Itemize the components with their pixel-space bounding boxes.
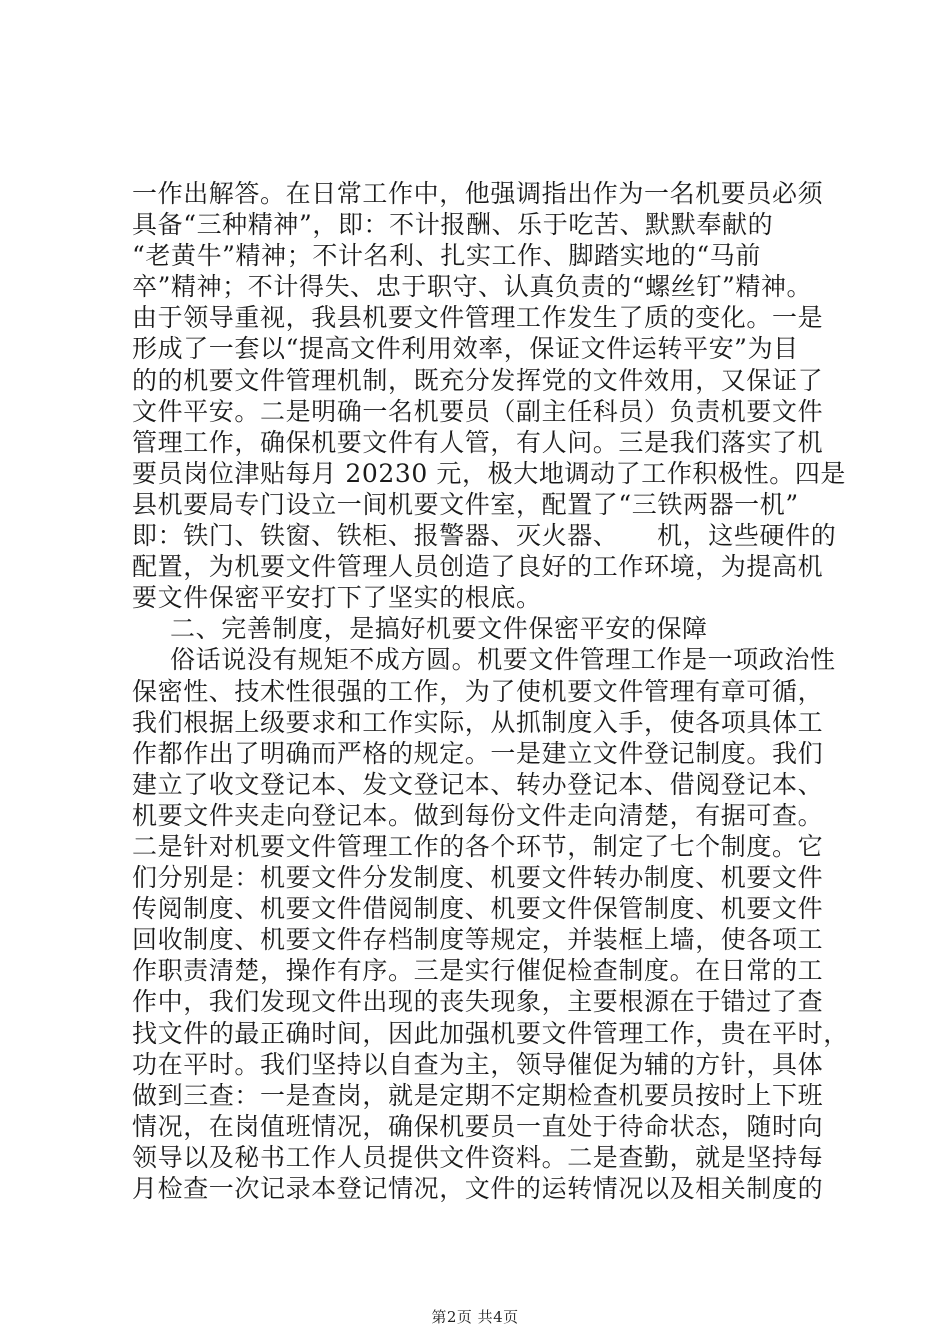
text-line: 传阅制度、机要文件借阅制度、机要文件保管制度、机要文件 (132, 894, 824, 924)
text-line: 们分别是：机要文件分发制度、机要文件转办制度、机要文件 (132, 863, 824, 893)
text-line: 月检查一次记录本登记情况，文件的运转情况以及相关制度的 (132, 1174, 824, 1203)
paragraph-start-line: 俗话说没有规矩不成方圆。机要文件管理工作是一项政治性 (170, 645, 836, 675)
text-line: 回收制度、机要文件存档制度等规定，并装框上墙，使各项工 (132, 925, 824, 955)
text-line: 机要文件夹走向登记本。做到每份文件走向清楚，有据可查。 (132, 800, 824, 830)
text-line: 一作出解答。在日常工作中，他强调指出作为一名机要员必须 (132, 179, 824, 208)
text-line: 作都作出了明确而严格的规定。一是建立文件登记制度。我们 (132, 738, 824, 768)
text-line: 作中，我们发现文件出现的丧失现象，主要根源在于错过了查 (132, 987, 824, 1017)
text-line: 作职责清楚，操作有序。三是实行催促检查制度。在日常的工 (132, 956, 824, 986)
text-line: “老黄牛”精神；不计名利、扎实工作、脚踏实地的“马前 (132, 241, 761, 271)
text-line: 做到三查：一是查岗，就是定期不定期检查机要员按时上下班 (132, 1080, 824, 1110)
text-line: 情况，在岗值班情况，确保机要员一直处于待命状态，随时向 (132, 1111, 824, 1141)
text-line: 县机要局专门设立一间机要文件室，配置了“三铁两器一机” (132, 489, 799, 519)
text-line: 建立了收文登记本、发文登记本、转办登记本、借阅登记本、 (132, 769, 824, 799)
text-line: 即：铁门、铁窗、铁柜、报警器、灭火器、 机，这些硬件的 (132, 521, 837, 551)
text-line: 管理工作，确保机要文件有人管，有人问。三是我们落实了机 (132, 427, 824, 457)
text-line: 功在平时。我们坚持以自查为主，领导催促为辅的方针，具体 (132, 1049, 824, 1079)
text-line: 形成了一套以“提高文件利用效率，保证文件运转平安”为目 (132, 334, 799, 364)
text-line: 找文件的最正确时间，因此加强机要文件管理工作，贵在平时， (132, 1018, 849, 1048)
text-line: 要文件保密平安打下了坚实的根底。 (132, 583, 542, 613)
text-line: 要员岗位津贴每月 20230 元，极大地调动了工作积极性。四是 (132, 458, 847, 488)
page-footer: 第2页 共4页 (431, 1308, 519, 1326)
text-line: 具备“三种精神”，即：不计报酬、乐于吃苦、默默奉献的 (132, 210, 774, 240)
text-line: 配置，为机要文件管理人员创造了良好的工作环境，为提高机 (132, 552, 824, 582)
text-line: 的的机要文件管理机制，既充分发挥党的文件效用，又保证了 (132, 365, 824, 395)
text-line: 由于领导重视，我县机要文件管理工作发生了质的变化。一是 (132, 303, 824, 333)
body-text (132, 178, 849, 1204)
section-heading: 二、完善制度，是搞好机要文件保密平安的保障 (170, 614, 708, 644)
text-line: 保密性、技术性很强的工作，为了使机要文件管理有章可循， (132, 676, 824, 706)
text-line: 卒”精神；不计得失、忠于职守、认真负责的“螺丝钉”精神。 (132, 272, 813, 302)
text-line: 文件平安。二是明确一名机要员（副主任科员）负责机要文件 (132, 396, 824, 426)
text-line: 二是针对机要文件管理工作的各个环节，制定了七个制度。它 (132, 831, 824, 861)
text-line: 领导以及秘书工作人员提供文件资料。二是查勤，就是坚持每 (132, 1142, 824, 1172)
text-line: 我们根据上级要求和工作实际，从抓制度入手，使各项具体工 (132, 707, 824, 737)
